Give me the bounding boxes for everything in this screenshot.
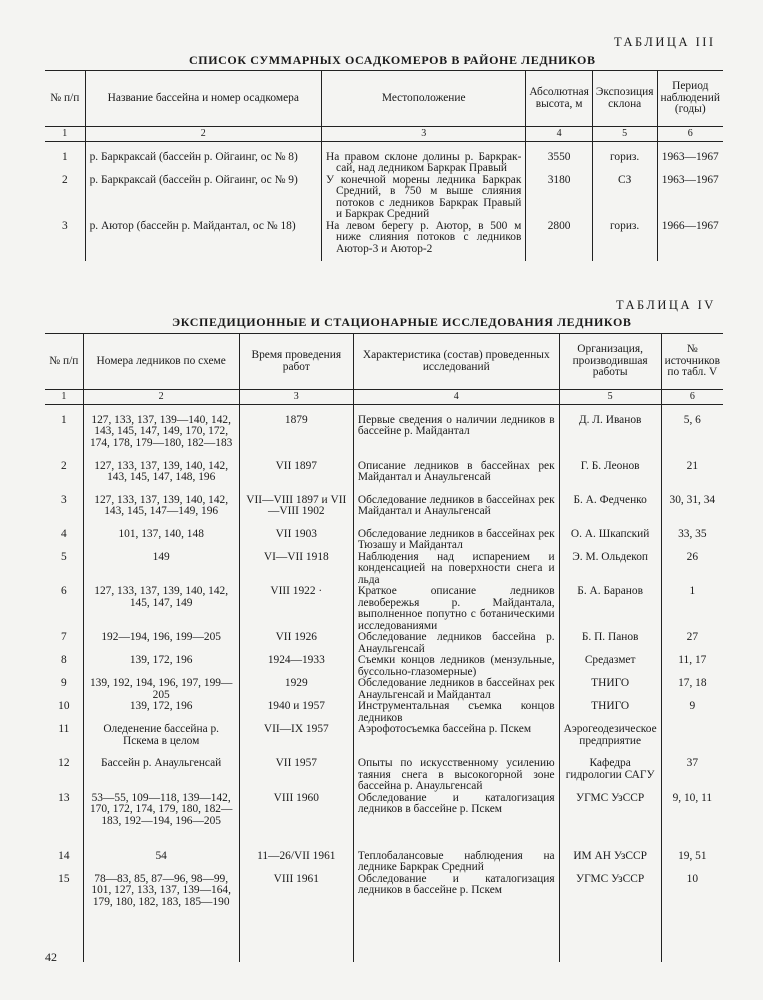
t4-cell-description: Обследование ледников в бассейнах рек Анаульгенсай и Майдантал [353, 678, 559, 701]
t4-header: Характеристика (состав) проведенных исследований [353, 334, 559, 390]
table-row [45, 175, 723, 221]
table-row [45, 701, 723, 724]
t4-cell-number: 8 [60, 654, 67, 666]
t4-cell-description: Наблюдения над испарением и конденсацией на поверхности снега и льда [353, 552, 559, 587]
t4-cell-sources: 33, 35 [661, 529, 723, 552]
t4-cell-number: 10 [58, 700, 70, 712]
t4-cell-sources: 5, 6 [661, 415, 723, 461]
table4 [45, 333, 723, 962]
t3-header: № п/п [45, 71, 85, 127]
page-number: 42 [45, 950, 57, 964]
t4-cell-number: 1 [60, 413, 67, 426]
t4-cell-organization: Аэрогеодезическое предприятие [559, 724, 661, 758]
table-row [45, 758, 723, 793]
t4-cell-time: 11—26/VII 1961 [239, 851, 353, 874]
table-row [45, 632, 723, 655]
t4-cell-sources: 1 [661, 586, 723, 632]
t4-cell-sources: 27 [661, 632, 723, 655]
t3-header: Период наблюдений (годы) [657, 71, 723, 127]
t4-cell-number: 5 [60, 550, 67, 563]
t4-cell-sources [661, 724, 723, 758]
table-row [45, 415, 723, 461]
t4-cell-description: Обследование и каталогизация ледников в бассейне р. Пскем [353, 793, 559, 851]
t4-cell-glaciers: 139, 172, 196 [83, 701, 239, 724]
table-row [45, 851, 723, 874]
t3-cell-exposure: гориз. [592, 152, 657, 175]
t3-cell-number: 3 [61, 219, 68, 232]
table-row [45, 874, 723, 932]
table-row [45, 586, 723, 632]
t3-col-number: 4 [526, 127, 592, 142]
table3 [45, 70, 723, 261]
t4-cell-glaciers: 127, 133, 137, 139—140, 142, 143, 145, 147, 149, 170, 172, 174, 178, 179—180, 182—183 [83, 415, 239, 461]
t4-cell-description: Аэрофотосъемка бассейна р. Пскем [353, 724, 559, 758]
t4-cell-time: VIII 1922 · [239, 586, 353, 632]
table-row [45, 221, 723, 256]
t4-cell-time: VII 1926 [239, 632, 353, 655]
t4-cell-description: Теплобалансовые наблюдения на леднике Баркрак Средний [353, 851, 559, 874]
t4-cell-sources: 21 [661, 461, 723, 495]
t4-cell-glaciers: 139, 192, 194, 196, 197, 199—205 [83, 678, 239, 701]
t4-cell-description: Опыты по искусственному усилению таяния снега в высокогорной зоне бассейна р. Анаульгенсай [353, 758, 559, 793]
t4-cell-glaciers: 139, 172, 196 [83, 655, 239, 678]
t3-col-number: 3 [322, 127, 526, 142]
t4-col-number: 2 [83, 390, 239, 405]
t3-cell-number: 2 [61, 173, 68, 186]
t3-header: Название бассейна и номер осадкомера [85, 71, 321, 127]
t4-cell-time: 1924—1933 [239, 655, 353, 678]
t3-col-number: 5 [592, 127, 657, 142]
t3-col-number: 6 [657, 127, 723, 142]
t4-header: Номера ледников по схеме [83, 334, 239, 390]
t4-cell-organization: Б. А. Федченко [559, 495, 661, 529]
t4-cell-number: 13 [58, 791, 70, 804]
t4-col-number: 1 [45, 390, 83, 405]
t4-cell-glaciers: 149 [83, 552, 239, 587]
t4-cell-time: 1879 [239, 415, 353, 461]
table3-title: СПИСОК СУММАРНЫХ ОСАДКОМЕРОВ В РАЙОНЕ ЛЕДНИКОВ [189, 53, 596, 67]
table-row [45, 495, 723, 529]
t4-cell-number: 12 [58, 757, 70, 769]
t4-cell-glaciers: 78—83, 85, 87—96, 98—99, 101, 127, 133, 137, 139—164, 179, 180, 182, 183, 185—190 [83, 874, 239, 932]
t4-cell-organization: Д. Л. Иванов [559, 415, 661, 461]
t4-cell-sources: 17, 18 [661, 678, 723, 701]
t3-cell-period: 1963—1967 [657, 152, 723, 175]
t4-cell-number: 6 [60, 585, 67, 597]
t4-cell-organization: ТНИГО [559, 701, 661, 724]
t4-cell-sources: 19, 51 [661, 851, 723, 874]
table-row [45, 152, 723, 175]
t4-cell-sources: 11, 17 [661, 655, 723, 678]
t4-cell-organization: Средазмет [559, 655, 661, 678]
t4-cell-glaciers: 192—194, 196, 199—205 [83, 632, 239, 655]
t4-cell-organization: Кафедра гидрологии САГУ [559, 758, 661, 793]
t3-header: Абсолютная высота, м [526, 71, 592, 127]
t4-cell-sources: 9 [661, 701, 723, 724]
t4-cell-organization: О. А. Шкапский [559, 529, 661, 552]
t4-col-number: 6 [661, 390, 723, 405]
t4-cell-number: 7 [60, 631, 67, 643]
t4-cell-sources: 37 [661, 758, 723, 793]
t4-header: Организация, производившая работы [559, 334, 661, 390]
table-row [45, 724, 723, 758]
t3-cell-number: 1 [61, 150, 68, 163]
t3-cell-name: р. Аютор (бассейн р. Майдантал, ос № 18) [85, 221, 321, 256]
t4-cell-description: Инструментальная съемка концов ледников [353, 701, 559, 724]
t3-cell-location: У конечной морены ледника Баркрак Средний, в 750 м выше слияния потоков с ледников Баркрак Правый и Баркрак Средний [322, 175, 526, 221]
t4-cell-organization: УГМС УзССР [559, 793, 661, 851]
t4-cell-time: VII—VIII 1897 и VII—VIII 1902 [239, 495, 353, 529]
t4-cell-glaciers: Бассейн р. Анаульгенсай [83, 758, 239, 793]
t4-cell-number: 14 [58, 849, 70, 862]
t4-cell-organization: Г. Б. Леонов [559, 461, 661, 495]
t4-header: Время проведения работ [239, 334, 353, 390]
t4-cell-description: Обследование ледников в бассейнах рек Майдантал и Анаульгенсай [353, 495, 559, 529]
t4-cell-number: 11 [58, 723, 70, 735]
t4-col-number: 3 [239, 390, 353, 405]
t3-cell-exposure: гориз. [592, 221, 657, 256]
t4-cell-organization: Б. П. Панов [559, 632, 661, 655]
t4-cell-organization: ИМ АН УзССР [559, 851, 661, 874]
t4-cell-time: 1940 и 1957 [239, 701, 353, 724]
t3-cell-period: 1966—1967 [657, 221, 723, 256]
table3-label: ТАБЛИЦА III [614, 35, 716, 49]
t4-cell-number: 4 [60, 527, 67, 540]
t3-cell-location: На правом склоне долины р. Баркрак-сай, над ледником Баркрак Правый [322, 152, 526, 175]
t4-cell-description: Описание ледников в бассейнах рек Майдантал и Анаульгенсай [353, 461, 559, 495]
t4-cell-glaciers: Оледенение бассейна р. Пскема в целом [83, 724, 239, 758]
t4-cell-number: 9 [60, 677, 67, 689]
t3-header: Экспозиция склона [592, 71, 657, 127]
t3-cell-name: р. Баркраксай (бассейн р. Ойгаинг, ос № 9) [85, 175, 321, 221]
t3-header: Местоположение [322, 71, 526, 127]
t4-cell-organization: Э. М. Ольдекоп [559, 552, 661, 587]
t4-cell-sources: 26 [661, 552, 723, 587]
t4-cell-organization: ТНИГО [559, 678, 661, 701]
t4-cell-description: Съемки концов ледников (мензульные, буссольно-глазомерные) [353, 655, 559, 678]
t4-cell-time: VII 1897 [239, 461, 353, 495]
table-row [45, 678, 723, 701]
t3-cell-height: 3180 [526, 175, 592, 221]
t4-cell-description: Обследование и каталогизация ледников в бассейне р. Пскем [353, 874, 559, 932]
t4-cell-time: VII—IX 1957 [239, 724, 353, 758]
t4-cell-sources: 9, 10, 11 [661, 793, 723, 851]
t4-cell-glaciers: 53—55, 109—118, 139—142, 170, 172, 174, 179, 180, 182—183, 192—194, 196—205 [83, 793, 239, 851]
t4-cell-glaciers: 127, 133, 137, 139, 140, 142, 143, 145, 147, 148, 196 [83, 461, 239, 495]
t4-col-number: 4 [353, 390, 559, 405]
t4-cell-number: 3 [60, 493, 67, 506]
t4-cell-glaciers: 127, 133, 137, 139, 140, 142, 145, 147, 149 [83, 586, 239, 632]
table-row [45, 655, 723, 678]
t4-cell-number: 2 [60, 459, 67, 472]
t4-cell-time: VIII 1961 [239, 874, 353, 932]
t4-cell-glaciers: 101, 137, 140, 148 [83, 529, 239, 552]
t4-cell-organization: УГМС УзССР [559, 874, 661, 932]
t4-cell-sources: 10 [661, 874, 723, 932]
t4-cell-description: Первые сведения о наличии ледников в бассейне р. Майдантал [353, 415, 559, 461]
t4-cell-description: Краткое описание ледников левобережья р. Майдантала, выполненное попутно с ботаническими исследованиями [353, 586, 559, 632]
t3-col-number: 2 [85, 127, 321, 142]
t4-cell-description: Обследование ледников бассейна р. Анаульгенсай [353, 632, 559, 655]
t4-cell-number: 15 [58, 872, 70, 885]
t4-col-number: 5 [559, 390, 661, 405]
t3-cell-location: На левом берегу р. Аютор, в 500 м ниже слияния потоков с ледников Аютор-3 и Аютор-2 [322, 221, 526, 256]
t4-cell-glaciers: 54 [83, 851, 239, 874]
t4-cell-glaciers: 127, 133, 137, 139, 140, 142, 143, 145, 147—149, 196 [83, 495, 239, 529]
table-row [45, 552, 723, 587]
t3-cell-height: 3550 [526, 152, 592, 175]
t3-col-number: 1 [45, 127, 85, 142]
table4-label: ТАБЛИЦА IV [616, 298, 716, 312]
t4-cell-organization: Б. А. Баранов [559, 586, 661, 632]
t4-header: № п/п [45, 334, 83, 390]
t4-cell-description: Обследование ледников в бассейнах рек Тюзашу и Майдантал [353, 529, 559, 552]
table-row [45, 529, 723, 552]
t3-cell-height: 2800 [526, 221, 592, 256]
t4-cell-time: VI—VII 1918 [239, 552, 353, 587]
t4-cell-time: VIII 1960 [239, 793, 353, 851]
t4-cell-time: VII 1903 [239, 529, 353, 552]
t3-cell-name: р. Баркраксай (бассейн р. Ойгаинг, ос № 8) [85, 152, 321, 175]
t4-cell-time: VII 1957 [239, 758, 353, 793]
table4-title: ЭКСПЕДИЦИОННЫЕ И СТАЦИОНАРНЫЕ ИССЛЕДОВАНИЯ ЛЕДНИКОВ [172, 315, 632, 329]
table-row [45, 461, 723, 495]
t4-cell-sources: 30, 31, 34 [661, 495, 723, 529]
table-row [45, 793, 723, 851]
t3-cell-period: 1963—1967 [657, 175, 723, 221]
t4-cell-time: 1929 [239, 678, 353, 701]
t3-cell-exposure: СЗ [592, 175, 657, 221]
t4-header: № источников по табл. V [661, 334, 723, 390]
